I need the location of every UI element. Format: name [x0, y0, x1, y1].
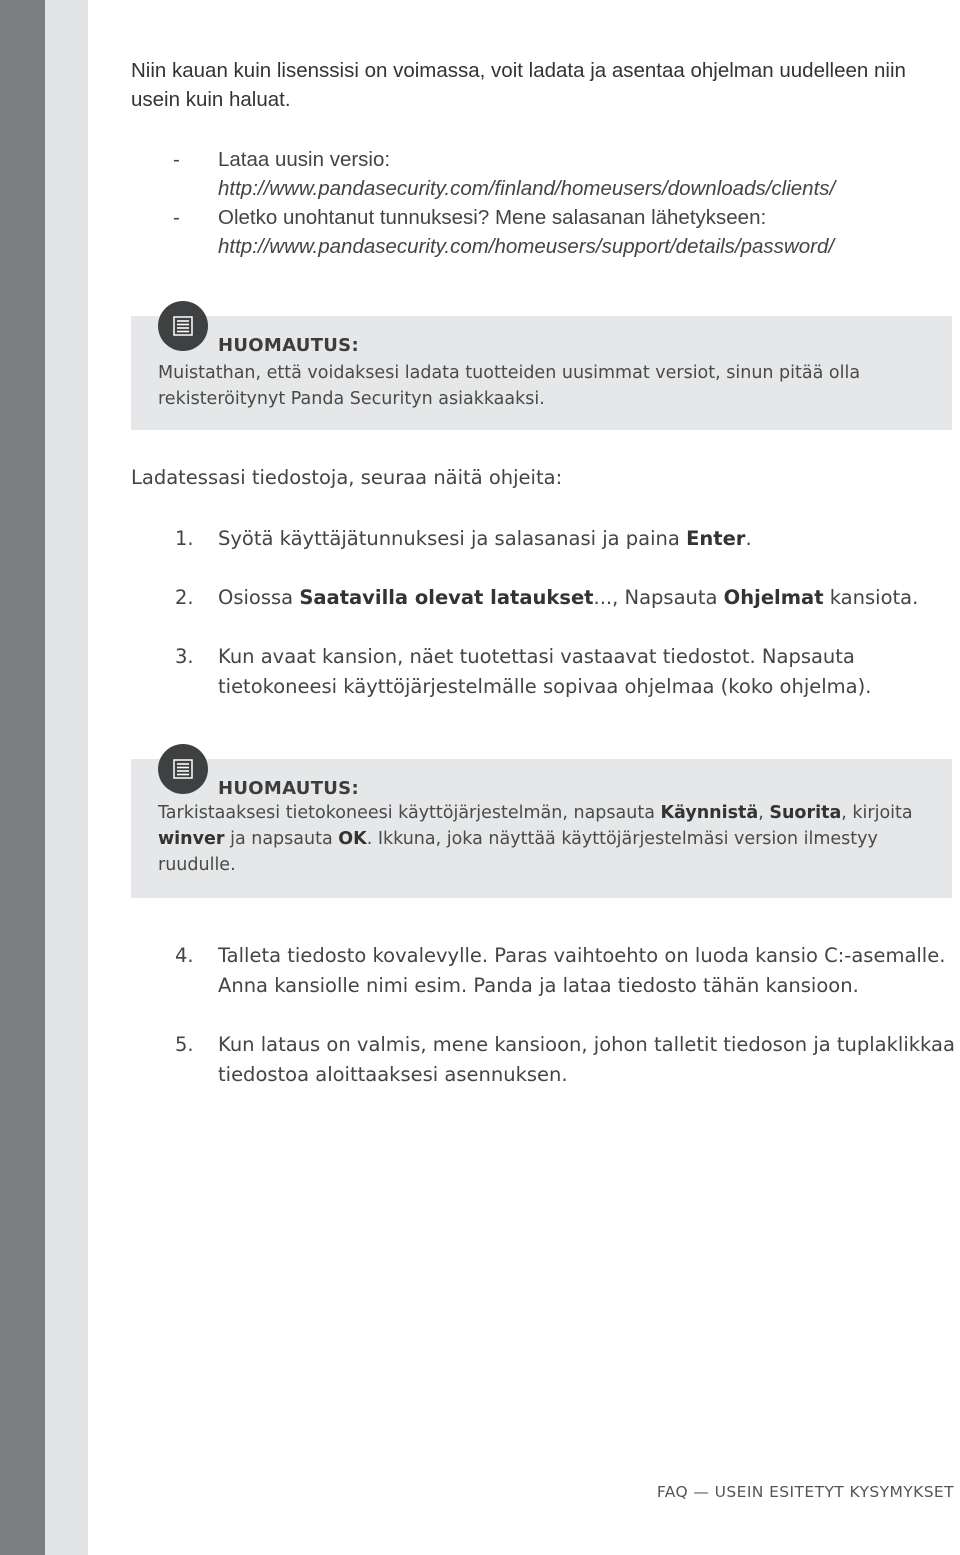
step-text-run: ja napsauta — [224, 829, 339, 849]
step-text-run: ..., Napsauta — [593, 586, 724, 609]
emphasis-text: Saatavilla olevat lataukset — [299, 586, 594, 609]
step-text-run: Osiossa — [218, 586, 300, 609]
list-dash: - — [173, 148, 180, 171]
instructions-lead: Ladatessasi tiedostoja, seuraa näitä ohjeita: — [131, 466, 563, 489]
step-text-run: , kirjoita — [841, 803, 913, 823]
download-link[interactable]: http://www.pandasecurity.com/finland/homeusers/downloads/clients/ — [218, 177, 836, 200]
step-text — [218, 642, 956, 702]
page-edge-band-light — [45, 0, 88, 1555]
intro-paragraph — [131, 56, 951, 114]
step-text-run: Kun avaat kansion, näet tuotettasi vastaavat tiedostot. Napsauta tietokoneesi käyttöjärjestelmälle sopivaa ohjelmaa (koko ohjelma). — [218, 645, 872, 698]
list-item — [131, 203, 956, 261]
step-number: 3. — [175, 645, 194, 668]
steps-list — [131, 524, 956, 702]
step-text-run: Kun lataus on valmis, mene kansioon, johon talletit tiedoson ja tuplaklikkaa tiedostoa aloittaaksesi asennuksen. — [218, 1033, 955, 1086]
password-link[interactable]: http://www.pandasecurity.com/homeusers/support/details/password/ — [218, 235, 835, 258]
list-item — [131, 1030, 956, 1090]
emphasis-text: winver — [158, 829, 225, 849]
step-text-run: kansiota. — [823, 586, 919, 609]
note-box — [131, 316, 952, 430]
link-list — [131, 145, 956, 261]
list-item — [131, 524, 956, 554]
note-body — [158, 800, 930, 878]
note-box — [131, 759, 952, 898]
list-item-text: Oletko unohtanut tunnuksesi? Mene salasanan lähetykseen: — [218, 206, 767, 229]
page-edge-band-dark — [0, 0, 45, 1555]
list-item — [131, 642, 956, 702]
list-item-text: Lataa uusin versio: — [218, 148, 391, 171]
emphasis-text: OK — [338, 829, 367, 849]
step-text — [218, 583, 956, 613]
step-text-run: . Ikkuna, joka näyttää käyttöjärjestelmäsi version ilmestyy ruudulle. — [158, 829, 878, 875]
emphasis-text: Enter — [686, 527, 746, 550]
list-item — [131, 145, 956, 203]
step-text — [218, 524, 956, 554]
intro-text: Niin kauan kuin lisenssisi on voimassa, voit ladata ja asentaa ohjelman uudelleen niin usein kuin haluat. — [131, 59, 906, 111]
list-dash: - — [173, 206, 180, 229]
note-heading: HUOMAUTUS: — [218, 778, 359, 799]
step-text — [218, 941, 956, 1001]
step-number: 4. — [175, 944, 194, 967]
step-number: 2. — [175, 586, 194, 609]
step-text-run: Syötä käyttäjätunnuksesi ja salasanasi ja paina — [218, 527, 687, 550]
list-item — [131, 941, 956, 1001]
emphasis-text: Suorita — [769, 803, 842, 823]
emphasis-text: Ohjelmat — [723, 586, 824, 609]
step-number: 1. — [175, 527, 194, 550]
note-icon — [158, 301, 208, 351]
step-text-run: Talleta tiedosto kovalevylle. Paras vaihtoehto on luoda kansio C:-asemalle. Anna kansiolle nimi esim. Panda ja lataa tiedosto tähän kansioon. — [218, 944, 946, 997]
note-icon — [158, 744, 208, 794]
emphasis-text: Käynnistä — [660, 803, 759, 823]
page-footer: FAQ — USEIN ESITETYT KYSYMYKSET — [656, 1483, 954, 1501]
note-heading: HUOMAUTUS: — [218, 335, 359, 356]
step-text-run: Tarkistaaksesi tietokoneesi käyttöjärjestelmän, napsauta — [158, 803, 661, 823]
step-number: 5. — [175, 1033, 194, 1056]
step-text-run: . — [745, 527, 752, 550]
note-body: Muistathan, että voidaksesi ladata tuotteiden uusimmat versiot, sinun pitää olla rekisteröitynyt Panda Securityn asiakkaaksi. — [158, 363, 861, 409]
step-text — [218, 1030, 956, 1090]
list-item — [131, 583, 956, 613]
step-text-run: , — [758, 803, 770, 823]
steps-list — [131, 941, 956, 1090]
